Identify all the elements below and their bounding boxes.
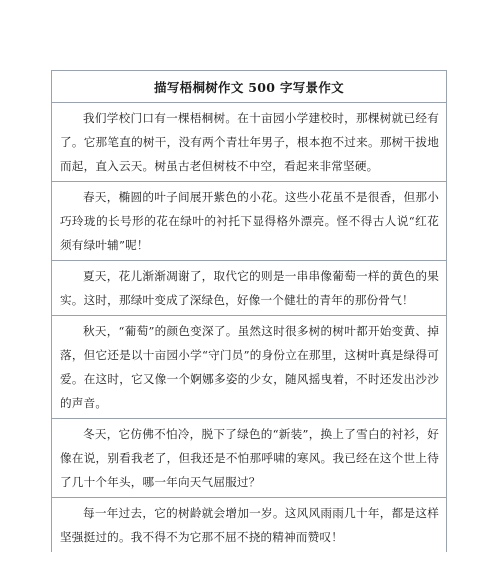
document-table [51, 70, 447, 552]
paragraph-4: 秋天，“葡萄”的颜色变深了。虽然这时很多树的树叶都开始变黄、掉落，但它还是以十亩园小学“守门员”的身份立在那里，这树叶真是绿得可爱。在这时，它又像一个婀娜多姿的少女，随风摇曳着，不时还发出沙沙的声音。 [52, 316, 446, 419]
document-title: 描写梧桐树作文 500 字写景作文 [52, 71, 446, 103]
paragraph-6: 每一年过去，它的树龄就会增加一岁。这风风雨雨几十年，都是这样坚强挺过的。我不得不为它那不屈不挠的精神而赞叹！ [60, 506, 439, 544]
paragraph-5: 冬天，它仿佛不怕冷，脱下了绿色的“新装”，换上了雪白的衬衫，好像在说，别看我老了，但我还是不怕那呼啸的寒风。我已经在这个世上待了几十个年头，哪一年向天气屈服过？ [52, 419, 446, 498]
paragraph-1: 我们学校门口有一棵梧桐树。在十亩园小学建校时，那棵树就已经有了。它那笔直的树干，没有两个青壮年男子，根本抱不过来。那树干拔地而起，直入云天。树虽古老但树枝不中空，看起来非常坚硬。 [52, 103, 446, 182]
paragraph-3: 夏天，花儿渐渐凋谢了，取代它的则是一串串像葡萄一样的黄色的果实。这时，那绿叶变成了深绿色，好像一个健壮的青年的那份骨气！ [52, 261, 446, 316]
paragraph-2: 春天，椭圆的叶子间展开紫色的小花。这些小花虽不是很香，但那小巧玲珑的长号形的花在绿叶的衬托下显得格外漂亮。怪不得古人说“红花须有绿叶辅”呢！ [52, 182, 446, 261]
